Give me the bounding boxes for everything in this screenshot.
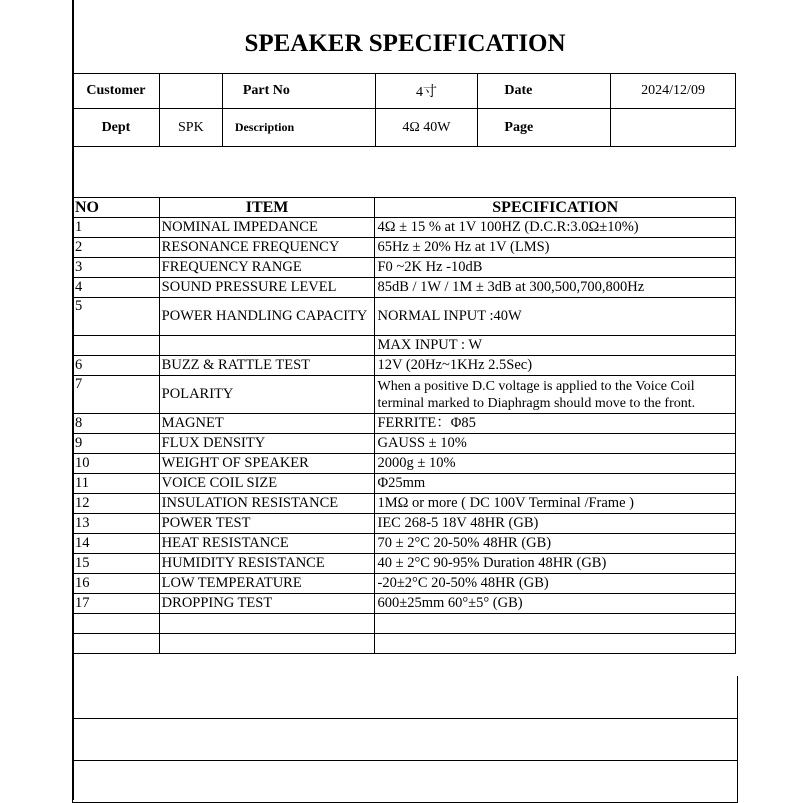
row-item: NOMINAL IMPEDANCE (159, 218, 375, 238)
table-row (73, 356, 736, 376)
row-specification: 1MΩ or more ( DC 100V Terminal /Frame ) (375, 494, 736, 514)
row-item: RESONANCE FREQUENCY (159, 238, 375, 258)
row-specification: Φ25mm (375, 474, 736, 494)
spec-table (72, 197, 736, 654)
table-row (73, 494, 736, 514)
page-value (611, 109, 736, 147)
row-no: 2 (73, 238, 160, 258)
row-item: HEAT RESISTANCE (159, 534, 375, 554)
row-no: 16 (73, 574, 160, 594)
row-no: 15 (73, 554, 160, 574)
row-no: 10 (73, 454, 160, 474)
row-item: HUMIDITY RESISTANCE (159, 554, 375, 574)
table-row (73, 376, 736, 414)
blank-row (72, 718, 738, 761)
table-row (73, 594, 736, 614)
table-row (73, 474, 736, 494)
dept-label: Dept (73, 109, 160, 147)
row-item: FLUX DENSITY (159, 434, 375, 454)
row-specification: -20±2°C 20-50% 48HR (GB) (375, 574, 736, 594)
document-title: SPEAKER SPECIFICATION (244, 30, 566, 57)
date-value: 2024/12/09 (611, 74, 736, 109)
part-no-value: 4寸 (375, 74, 478, 109)
row-item: POWER HANDLING CAPACITY (159, 298, 375, 336)
page-label: Page (478, 109, 611, 147)
row-no: 12 (73, 494, 160, 514)
date-label: Date (478, 74, 611, 109)
table-row (73, 554, 736, 574)
row-specification: 12V (20Hz~1KHz 2.5Sec) (375, 356, 736, 376)
row-specification: IEC 268-5 18V 48HR (GB) (375, 514, 736, 534)
row-no: 11 (73, 474, 160, 494)
table-row (73, 414, 736, 434)
table-row (73, 574, 736, 594)
row-no: 1 (73, 218, 160, 238)
row-specification: 85dB / 1W / 1M ± 3dB at 300,500,700,800Hz (375, 278, 736, 298)
table-row (73, 434, 736, 454)
column-header-specification: SPECIFICATION (375, 198, 736, 218)
table-row (73, 614, 736, 634)
row-no (73, 634, 160, 654)
customer-value (159, 74, 222, 109)
row-specification: F0 ~2K Hz -10dB (375, 258, 736, 278)
part-no-label: Part No (222, 74, 375, 109)
dept-value: SPK (159, 109, 222, 147)
row-specification: GAUSS ± 10% (375, 434, 736, 454)
table-row (73, 454, 736, 474)
table-row (73, 238, 736, 258)
row-no: 3 (73, 258, 160, 278)
row-no (73, 614, 160, 634)
row-specification: 600±25mm 60°±5° (GB) (375, 594, 736, 614)
description-value: 4Ω 40W (375, 109, 478, 147)
row-specification: FERRITE：Φ85 (375, 414, 736, 434)
table-row (73, 258, 736, 278)
row-no: 6 (73, 356, 160, 376)
row-no: 17 (73, 594, 160, 614)
table-row (73, 218, 736, 238)
row-specification: 65Hz ± 20% Hz at 1V (LMS) (375, 238, 736, 258)
table-row (73, 278, 736, 298)
row-specification: When a positive D.C voltage is applied to the Voice Coil terminal marked to Diaphragm should move to the front. (375, 376, 736, 414)
row-no: 13 (73, 514, 160, 534)
row-item (159, 336, 375, 356)
row-specification: 40 ± 2°C 90-95% Duration 48HR (GB) (375, 554, 736, 574)
row-item: SOUND PRESSURE LEVEL (159, 278, 375, 298)
row-specification: 70 ± 2°C 20-50% 48HR (GB) (375, 534, 736, 554)
row-item: VOICE COIL SIZE (159, 474, 375, 494)
description-label: Description (222, 109, 375, 147)
row-specification: NORMAL INPUT :40W (375, 298, 736, 336)
row-specification (375, 634, 736, 654)
row-no: 14 (73, 534, 160, 554)
row-no: 5 (73, 298, 160, 336)
row-item: MAGNET (159, 414, 375, 434)
row-item: DROPPING TEST (159, 594, 375, 614)
row-specification: MAX INPUT : W (375, 336, 736, 356)
row-item: INSULATION RESISTANCE (159, 494, 375, 514)
row-no: 9 (73, 434, 160, 454)
customer-label: Customer (73, 74, 160, 109)
row-specification (375, 614, 736, 634)
blank-row (72, 760, 738, 803)
header-table (72, 73, 736, 147)
table-row (73, 298, 736, 336)
row-no: 8 (73, 414, 160, 434)
row-no (73, 336, 160, 356)
blank-row (72, 676, 738, 719)
blank-section (72, 150, 736, 197)
row-item: POWER TEST (159, 514, 375, 534)
row-specification: 4Ω ± 15 % at 1V 100HZ (D.C.R:3.0Ω±10%) (375, 218, 736, 238)
table-row (73, 336, 736, 356)
row-item: LOW TEMPERATURE (159, 574, 375, 594)
column-header-no: NO (73, 198, 160, 218)
row-item: POLARITY (159, 376, 375, 414)
table-row (73, 634, 736, 654)
row-item: BUZZ & RATTLE TEST (159, 356, 375, 376)
row-item: FREQUENCY RANGE (159, 258, 375, 278)
row-no: 4 (73, 278, 160, 298)
table-row (73, 514, 736, 534)
column-header-item: ITEM (159, 198, 375, 218)
row-specification: 2000g ± 10% (375, 454, 736, 474)
row-item: WEIGHT OF SPEAKER (159, 454, 375, 474)
row-no: 7 (73, 376, 160, 414)
row-item (159, 614, 375, 634)
row-item (159, 634, 375, 654)
table-row (73, 534, 736, 554)
